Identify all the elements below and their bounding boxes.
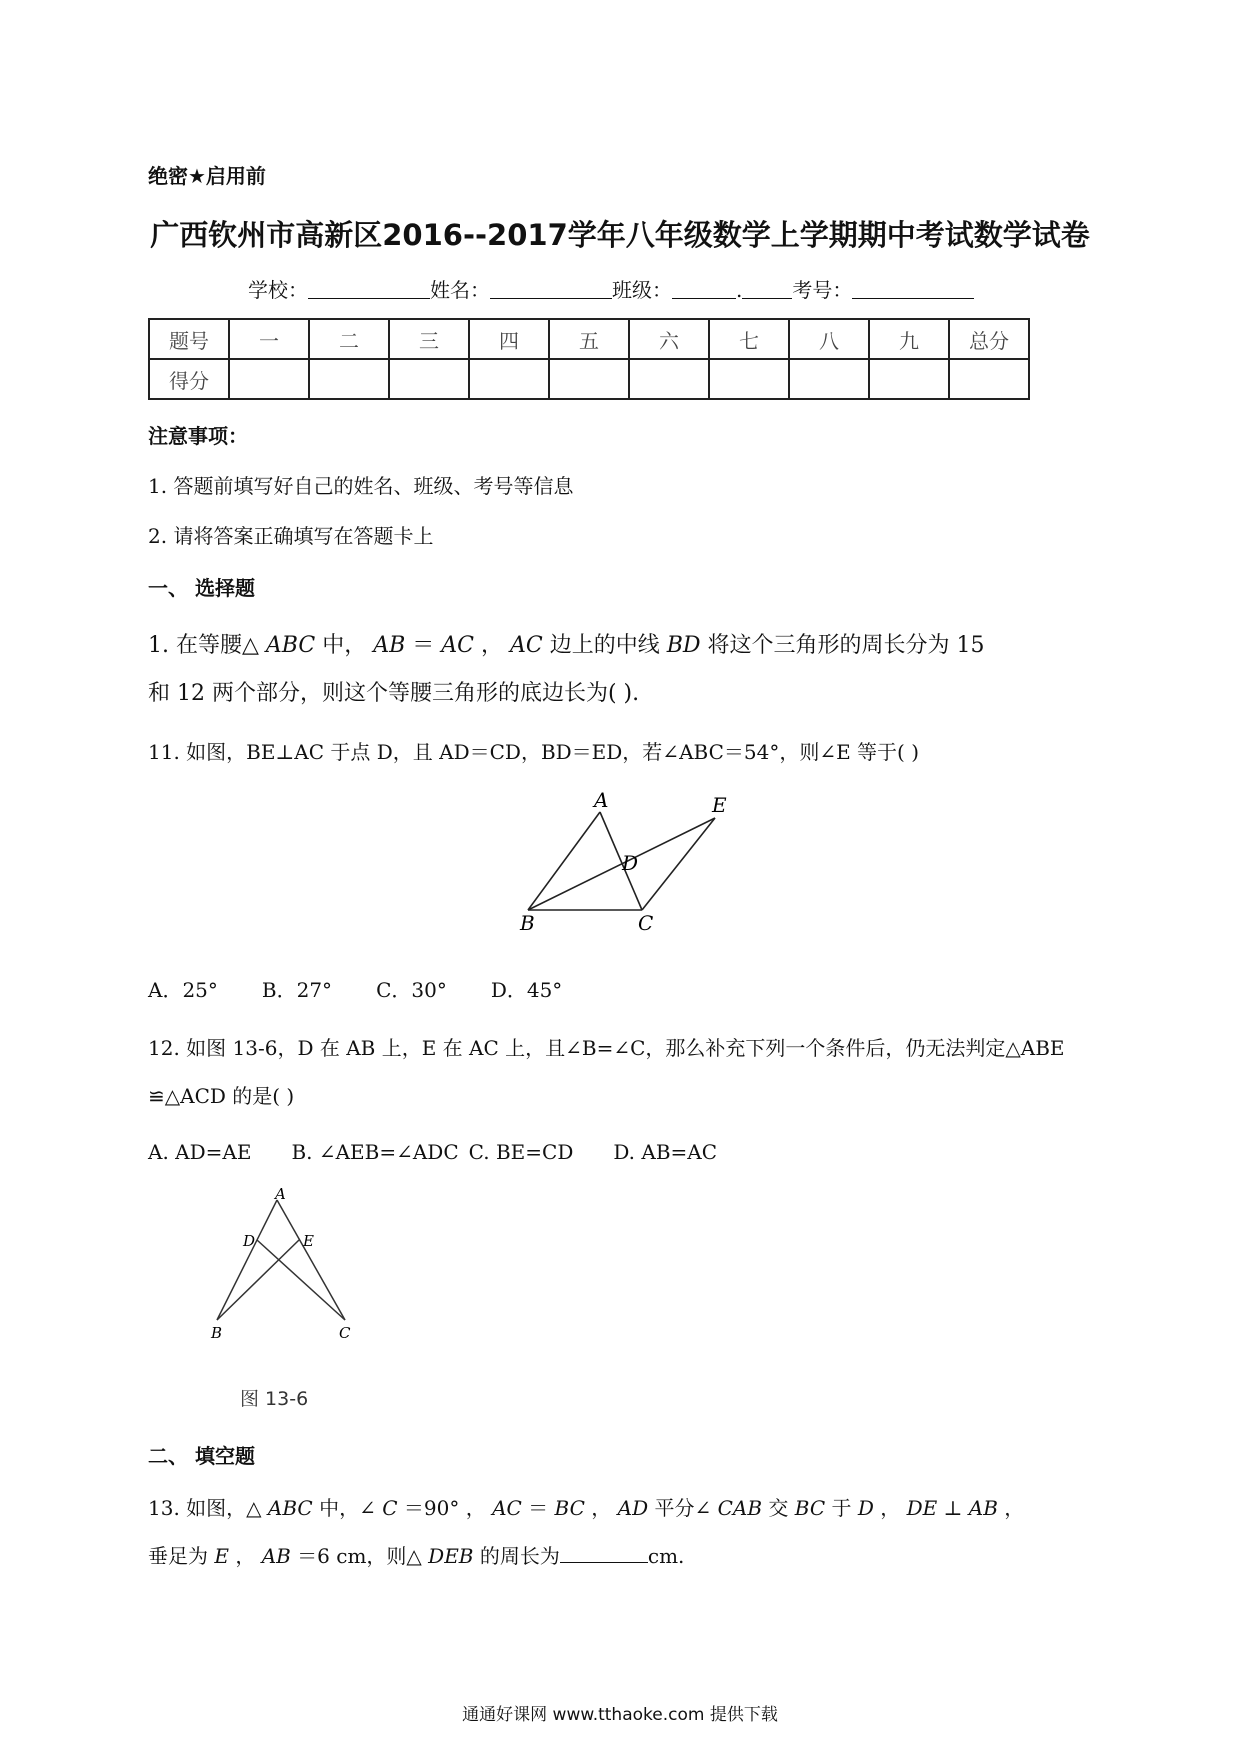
option-d[interactable]: D. AB=AC: [613, 1140, 718, 1164]
text-run: ＝: [405, 633, 442, 658]
score-cell: 五: [549, 319, 629, 359]
math-var: BC: [794, 1496, 826, 1520]
segment-cd: [257, 1240, 345, 1320]
exam-title: 广西钦州市高新区2016--2017学年八年级数学上学期期中考试数学试卷: [150, 218, 1090, 252]
text-run: ，: [228, 1544, 262, 1568]
school-label: 学校：: [248, 278, 308, 302]
score-input-cell[interactable]: [949, 359, 1029, 399]
question-12-figure: [205, 1188, 370, 1348]
name-label: 姓名：: [430, 278, 490, 302]
option-b[interactable]: B. ∠AEB=∠ADC: [291, 1140, 459, 1164]
text-run: ＝90° ，: [397, 1496, 493, 1520]
math-var: BD: [666, 633, 701, 658]
point-label-c: C: [339, 1324, 351, 1342]
text-run: 13. 如图，△: [148, 1496, 268, 1520]
math-var: CAB: [717, 1496, 763, 1520]
point-label-b: B: [211, 1324, 223, 1342]
math-var: AB: [373, 633, 406, 658]
option-a[interactable]: A. AD=AE: [148, 1140, 252, 1164]
text-run: 将这个三角形的周长分为 15: [700, 633, 985, 658]
score-table-header-row: [149, 319, 1029, 359]
score-input-cell[interactable]: [309, 359, 389, 399]
point-label-d: D: [243, 1232, 256, 1250]
text-run: 的周长为: [473, 1544, 560, 1568]
text-run: ，: [997, 1496, 1025, 1520]
point-label-e: E: [303, 1232, 314, 1250]
notice-item: 1. 答题前填写好自己的姓名、班级、考号等信息: [148, 474, 574, 498]
text-run: ，: [873, 1496, 907, 1520]
math-var: D: [857, 1496, 874, 1520]
score-cell: 九: [869, 319, 949, 359]
math-var: DE: [906, 1496, 938, 1520]
segment-ce: [642, 818, 715, 910]
confidential-mark: 绝密★启用前: [148, 164, 266, 188]
score-row-label: 得分: [149, 359, 229, 399]
option-a[interactable]: A．25°: [148, 978, 218, 1002]
math-var: AB: [968, 1496, 998, 1520]
text-run: 1. 在等腰△: [148, 633, 266, 658]
text-run: ⊥: [937, 1496, 969, 1520]
question-12-options: [148, 1140, 717, 1164]
score-table-score-row: [149, 359, 1029, 399]
point-label-e: E: [712, 793, 727, 817]
text-run: cm.: [647, 1544, 685, 1568]
text-run: 中，∠: [312, 1496, 383, 1520]
segment-ab: [217, 1200, 277, 1320]
question-12-line-1: 12. 如图 13-6，D 在 AB 上，E 在 AC 上，且∠B=∠C，那么补充下列一个条件后，仍无法判定△ABE: [148, 1036, 1065, 1060]
score-cell: 二: [309, 319, 389, 359]
point-label-a: A: [275, 1188, 286, 1203]
question-12-line-2: ≌△ACD 的是( ): [148, 1084, 295, 1108]
question-1-line-2: 和 12 两个部分，则这个等腰三角形的底边长为( ).: [148, 681, 640, 706]
score-input-cell[interactable]: [709, 359, 789, 399]
text-run: 于: [825, 1496, 858, 1520]
question-13-line-2: [148, 1540, 684, 1569]
option-d[interactable]: D．45°: [490, 978, 563, 1002]
score-input-cell[interactable]: [469, 359, 549, 399]
question-1-line-1: [148, 628, 985, 659]
score-cell: 总分: [949, 319, 1029, 359]
footer-credit: 通通好课网 www.tthaoke.com 提供下载: [462, 1705, 778, 1725]
point-label-d: D: [622, 851, 639, 875]
option-b[interactable]: B．27°: [261, 978, 333, 1002]
math-var: BC: [554, 1496, 585, 1520]
point-label-c: C: [638, 911, 654, 935]
score-cell: 三: [389, 319, 469, 359]
point-label-b: B: [520, 911, 535, 935]
school-blank[interactable]: [308, 280, 430, 299]
question-13-line-1: [148, 1492, 1024, 1521]
text-run: ＝: [521, 1496, 555, 1520]
math-var: AD: [617, 1496, 649, 1520]
exam-no-label: 考号：: [792, 278, 853, 302]
notice-heading: 注意事项：: [148, 424, 248, 448]
segment-ab: [528, 812, 600, 910]
math-var: C: [382, 1496, 398, 1520]
figure-caption: 图 13-6: [240, 1388, 309, 1410]
score-input-cell[interactable]: [629, 359, 709, 399]
score-input-cell[interactable]: [229, 359, 309, 399]
math-var: AB: [261, 1544, 291, 1568]
math-var: DEB: [428, 1544, 474, 1568]
math-var: AC: [441, 633, 474, 658]
score-table: [148, 318, 1030, 400]
text-run: 垂足为: [148, 1544, 215, 1568]
score-input-cell[interactable]: [789, 359, 869, 399]
score-cell: 七: [709, 319, 789, 359]
score-cell: 六: [629, 319, 709, 359]
math-var: ABC: [265, 633, 316, 658]
math-var: AC: [510, 633, 543, 658]
segment-ac: [277, 1200, 345, 1320]
answer-blank[interactable]: [560, 1544, 648, 1563]
text-run: ，: [474, 633, 510, 658]
math-var: ABC: [267, 1496, 313, 1520]
score-cell: 一: [229, 319, 309, 359]
text-run: 边上的中线: [542, 633, 667, 658]
text-run: 平分∠: [648, 1496, 718, 1520]
score-input-cell[interactable]: [549, 359, 629, 399]
option-c[interactable]: C．30°: [376, 978, 447, 1002]
math-var: E: [214, 1544, 229, 1568]
name-blank[interactable]: [490, 280, 612, 299]
student-info-line: [248, 274, 974, 303]
section-heading-fill: 二、 填空题: [148, 1444, 255, 1468]
text-run: ＝6 cm，则△: [290, 1544, 429, 1568]
class-label: 班级：: [612, 278, 672, 302]
text-run: ，: [584, 1496, 618, 1520]
score-input-cell[interactable]: [869, 359, 949, 399]
score-input-cell[interactable]: [389, 359, 469, 399]
score-cell: 四: [469, 319, 549, 359]
class-blank[interactable]: [672, 280, 736, 299]
point-label-a: A: [594, 790, 609, 812]
class-dot: .: [736, 278, 743, 302]
segment-be: [217, 1240, 299, 1320]
class-blank-2[interactable]: [742, 280, 792, 299]
option-c[interactable]: C. BE=CD: [468, 1140, 574, 1164]
notice-item: 2. 请将答案正确填写在答题卡上: [148, 524, 434, 548]
text-run: 中，: [315, 633, 374, 658]
score-cell: 八: [789, 319, 869, 359]
exam-no-blank[interactable]: [852, 280, 974, 299]
math-var: AC: [492, 1496, 522, 1520]
text-run: 交: [762, 1496, 795, 1520]
score-cell: 题号: [149, 319, 229, 359]
question-11-figure: [510, 790, 740, 940]
question-11-text: 11. 如图，BE⊥AC 于点 D，且 AD＝CD，BD＝ED，若∠ABC＝54°，则∠E 等于( ): [148, 740, 920, 764]
question-11-options: [148, 974, 562, 1003]
section-heading-choice: 一、 选择题: [148, 576, 255, 600]
